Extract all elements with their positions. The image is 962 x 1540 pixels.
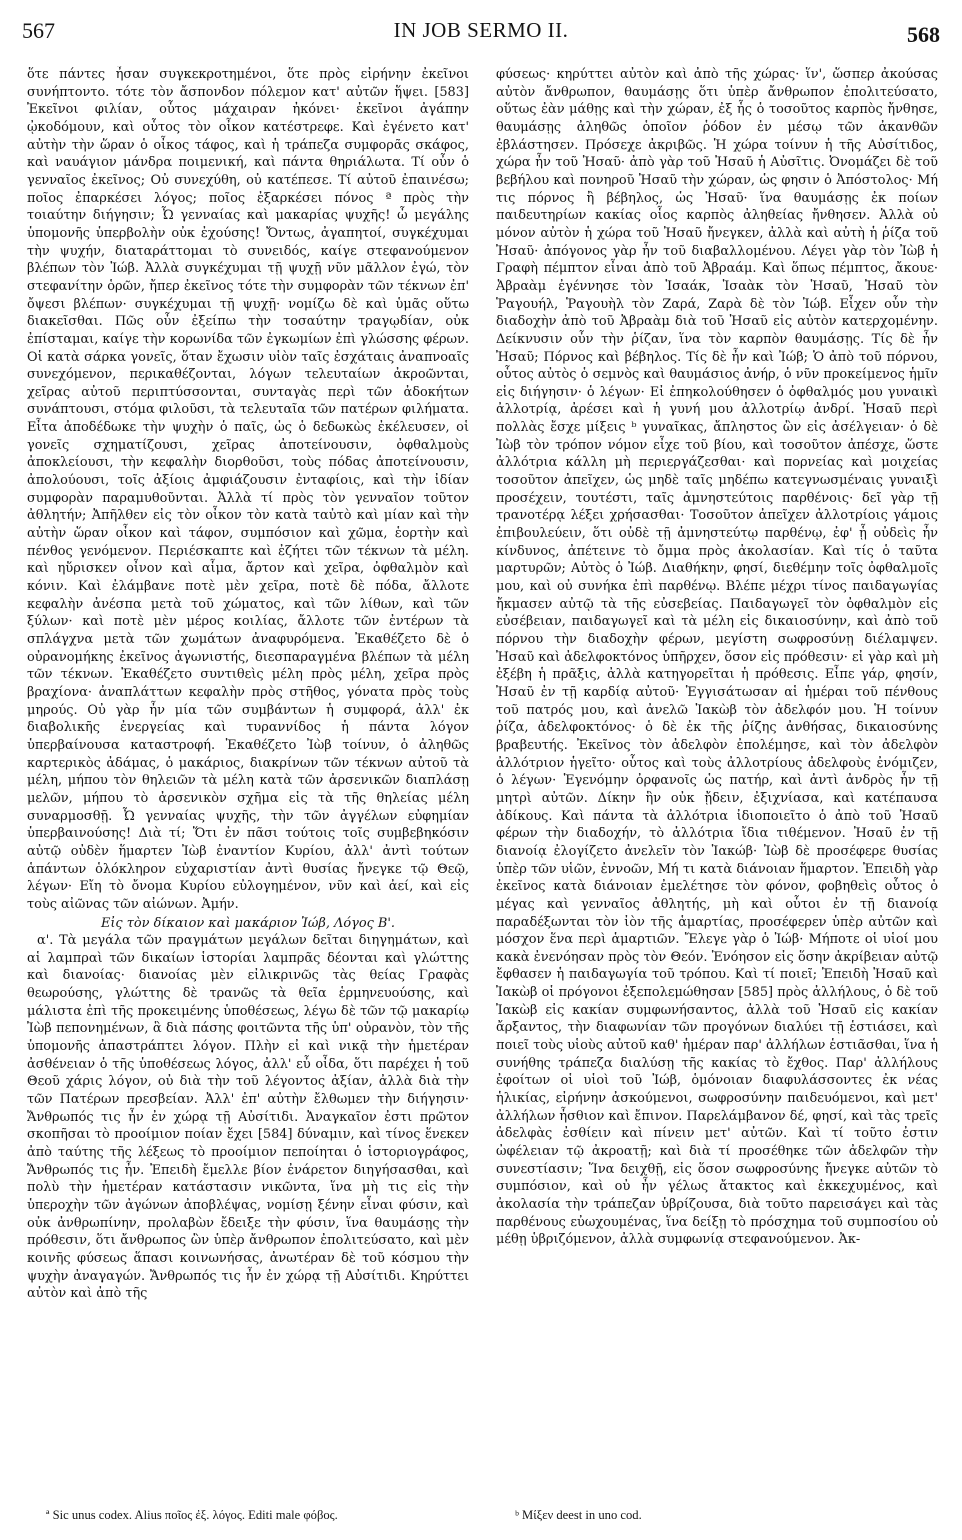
right-column	[496, 66, 938, 1506]
running-header	[22, 18, 940, 52]
running-title: IN JOB SERMO II.	[393, 18, 569, 42]
left-paragraph-1: ὅτε πάντες ἦσαν συγκεκροτημένοι, ὅτε πρὸς εἰρήνην ἐκεῖνοι συνήπτοντο. τότε τὸν ἄσπονδον πόλεμον κατ' αὐτῶν ἥψει. [583] Ἐκεῖνοι φιλίαν, οὗτος μάχαιραν ἠκόνει· ἐκεῖνοι ἀγάπην ᾠκοδόμουν, καὶ οὗτος τὸν οἶκον κατέστρεφε. Καὶ ἐγένετο κατ' αὐτὴν τὴν ὥραν ὁ οἶκος τάφος, καὶ ἡ τράπεζα συμφορᾶς σκάφος, καὶ ναυάγιον μάνδρα ποιμενική, καὶ πάντα θηριάλωτα. Τί οὖν ὁ γενναῖος ἐκεῖνος; Οὐ συνεχύθη, οὐ κατέπεσε. Τί αὐτοῦ ἐπαινέσω; ποῖος ἐπαρκέσει λόγος; ποῖος ἐξαρκέσει πόνος ª πρὸς τὴν τοιαύτην διήγησιν; Ὦ γενναίας καὶ μακαρίας ψυχῆς! ὦ μεγάλης ὑπομονῆς ὑπερβολὴν οὐκ ἐχούσης! Ὄντως, ἀγαπητοί, συγκέχυμαι τὴν ψυχήν, διαταράττομαι τὸ συνειδός, καίγε στεφανούμενον βλέπων τὸν Ἰώβ. Ἀλλὰ συγκέχυμαι τῇ ψυχῇ νῦν μᾶλλον ἐγώ, τὸν στεφανίτην ὁρῶν, ἤπερ ἐκεῖνος τότε τὴν συμφορὰν τῶν τέκνων ἐπ' ὄψεσι βλέπων· συγκέχυμαι τῇ ψυχῇ· νομίζω δὲ καὶ ὑμᾶς οὕτω διακεῖσθαι. Πῶς οὖν ἐξείπω τὴν τοσαύτην τραγῳδίαν, οὐκ ἐπίσταμαι, καίγε τὴν κορωνίδα τῶν ἐγκωμίων ἐπὶ γλώσσης φέρων. Οἱ κατὰ σάρκα γονεῖς, ὅταν ἔχωσιν υἱὸν ταῖς ἐσχάταις ἀναπνοαῖς συνεχόμενον, περικαθέζονται, λόγων τελευταίων ἀκροῶνται, χεῖρας αὐτοῦ περιπτύσσονται, συνταγὰς περὶ τῶν ἀδοκήτων συνάπτουσι, στόμα φιλοῦσι, τὰ τελευταῖα τῶν πατέρων φιλήματα. Εἶτα ἀποδέδωκε τὴν ψυχὴν ὁ παῖς, ὡς ὁ δεδωκὼς ἐκέλευσεν, οἱ γονεῖς σχηματίζουσι, χεῖρας ἀποτείνουσιν, ὀφθαλμοὺς ἀποκλείουσι, τὴν κεφαλὴν διορθοῦσι, τοὺς πόδας ἀποτείνουσιν, ἀπολούουσι, τοῖς ἀξίοις ἀμφιάζουσιν ἐνταφίοις, καὶ τὴν ἰδίαν συμφορὰν παραμυθοῦνται. Ἀλλὰ τί πρὸς τὸν γενναῖον τοῦτον ἀθλητήν; Ἀπῆλθεν εἰς τὸν οἶκον τὸν κατὰ ταὐτὸ καὶ μίαν καὶ τὴν αὐτὴν ὥραν οἶκον καὶ τάφον, συμπόσιον καὶ χῶμα, ἑορτὴν καὶ πένθος γενόμενον. Περιέσκαπτε καὶ ἐζήτει τῶν τέκνων τὰ μέλη. καὶ ηὕρισκεν οἶνον καὶ αἷμα, ἄρτον καὶ χεῖρα, ὀφθαλμὸν καὶ κόνιν. Καὶ ἐλάμβανε ποτὲ μὲν χεῖρα, ποτὲ δὲ πόδα, ἄλλοτε κεφαλὴν ἀνέσπα μετὰ τοῦ χώματος, καὶ τῶν λίθων, καὶ τῶν ξύλων· καὶ ποτὲ μὲν μέρος κοιλίας, ἄλλοτε τῶν ἐντέρων τὰ σπλάγχνα μετὰ τῶν χωμάτων ἀναφυρόμενα. Ἐκαθέζετο δὲ ὁ οὐρανομήκης ἐκεῖνος ἀγωνιστής, διεσπαραγμένα βλέπων τὰ μέλη τῶν τέκνων. Ἐκαθέζετο συντιθεὶς μέλη πρὸς μέλη, χεῖρα πρὸς βραχίονα· ἀναπλάττων κεφαλὴν πρὸς στῆθος, γόνατα πρὸς τοὺς μηρούς. Οὐ γὰρ ἦν μία τῶν συμβάντων ἡ συμφορά, ἀλλ' ἐκ διαβολικῆς ἐνεργείας καὶ τυραννίδος ἡ πάντα λόγον ὑπερβαίνουσα καταστροφή. Ἐκαθέζετο Ἰὼβ τοίνυν, ὁ ἀληθῶς καρτερικὸς ἀδάμας, ὁ μακάριος, διακρίνων τῶν τέκνων αὐτοῦ τὰ μέλη, μήπου τὸν θηλειῶν τὰ μέλη κατὰ τῶν ἀρσενικῶν διαπλάσῃ μελῶν, μήπου τὸ ἀρσενικὸν σχῆμα εἰς τὰ τῆς θηλείας μέλη συναρμοσθῇ. Ὦ γενναίας ψυχῆς, τὴν τῶν ἀγγέλων εὐφημίαν ὑπερβαινούσης! Διὰ τί; Ὅτι ἐν πᾶσι τούτοις τοῖς συμβεβηκόσιν αὐτῷ οὐδὲν ἥμαρτεν Ἰὼβ ἐναντίον Κυρίου, ἀλλ' ἀντὶ τούτων ἁπάντων ὁλόκληρον εὐχαριστίαν ἀντὶ θυσίας ἤνεγκε τῷ Θεῷ, λέγων· Εἴη τὸ ὄνομα Κυρίου εὐλογημένον, νῦν καὶ ἀεί, καὶ εἰς τοὺς αἰῶνας τῶν αἰώνων. Ἀμήν.	[27, 67, 469, 912]
footnote-right: ᵇ Μίξεν deest in uno cod.	[515, 1508, 642, 1522]
section-title: Εἰς τὸν δίκαιον καὶ μακάριον Ἰώβ, Λόγος Β'.	[100, 915, 396, 931]
footnote-left: ª Sic unus codex. Alius ποῖος ἐξ. λόγος. Editi male φόβος.	[46, 1508, 338, 1522]
right-paragraph-1: φύσεως· κηρύττει αὐτὸν καὶ ἀπὸ τῆς χώρας· ἵν', ὥσπερ ἀκούσας αὐτὸν ἄνθρωπον, θαυμάσῃς ὅτι ὑπὲρ ἄνθρωπον ἐπολιτεύσατο, οὕτως ἐὰν μάθῃς καὶ τὴν χώραν, ἐξ ἧς ὁ τοσοῦτος καρπὸς ἤνθησε, θαυμάσῃς ἀληθῶς ὁποῖον ῥόδον ἐν μέσῳ τῶν ἀκανθῶν ἐβλάστησεν. Πρόσεχε ἀκριβῶς. Ἡ χώρα τοίνυν ἡ τῆς Αὐσίτιδος, χώρα ἦν τοῦ Ἠσαῦ· ἀπὸ γὰρ τοῦ Ἠσαῦ ἡ Αὐσῖτις. Ὀνομάζει δὲ τοῦ βεβήλου καὶ πονηροῦ Ἠσαῦ τὴν χώραν, ὡς φησιν ὁ Ἀπόστολος· Μή τις πόρνος ἢ βέβηλος, ὡς Ἠσαῦ· ἵνα θαυμάσῃς ἐκ ποίων παιδευτηρίων κακίας οἷος καρπὸς ἀληθείας ἤνθησεν. Ἀλλὰ οὐ μόνον αὐτὸν ἡ χώρα τοῦ Ἠσαῦ ἤνεγκεν, ἀλλὰ καὶ αὐτὴ ἡ ῥίζα τοῦ Ἠσαῦ· ἀπόγονος γὰρ ἦν τοῦ διαβαλλομένου. Λέγει γὰρ τὸν Ἰὼβ ἡ Γραφὴ πέμπτον εἶναι ἀπὸ τοῦ Ἀβραάμ. Καὶ ὅπως πέμπτος, ἄκουε· Ἀβραὰμ ἐγέννησε τὸν Ἰσαάκ, Ἰσαὰκ τὸν Ἠσαῦ, Ἠσαῦ τὸν Ῥαγουήλ, Ῥαγουὴλ τὸν Ζαρά, Ζαρὰ δὲ τὸν Ἰώβ. Εἶχεν οὖν τὴν διαδοχὴν ἀπὸ τοῦ Ἀβραὰμ διὰ τοῦ Ἠσαῦ εἰς αὐτὸν κατερχομένην. Δείκνυσιν οὖν τὴν ῥίζαν, ἵνα τὸν καρπὸν θαυμάσῃς. Τίς δὲ ἦν Ἠσαῦ; Πόρνος καὶ βέβηλος. Τίς δὲ ἦν καὶ Ἰώβ; Ὁ ἀπὸ τοῦ πόρνου, οὗτος αὐτὸς ὁ σεμνὸς καὶ θαυμάσιος ἀνήρ, ὁ νῦν προκείμενος ἡμῖν εἰς διήγησιν· ὁ λέγων· Εἰ ἐπηκολούθησεν ὁ ὀφθαλμός μου γυναικὶ ἀλλοτρίᾳ, ἀρέσει καὶ ἡ γυνή μου ἀλλοτρίῳ ἀνδρί. Ἠσαῦ περὶ πολλὰς ἔσχε μίξεις ᵇ γυναῖκας, ἄπληστος ὢν εἰς ἀσέλγειαν· ὁ δὲ Ἰὼβ τὸν τρόπον νόμον εἶχε τοῦ βίου, καὶ τοσοῦτον ἀπέσχε, ὥστε ἀλλότρια κάλλη μὴ περιεργάζεσθαι· καὶ πορνείας καὶ μοιχείας τοσοῦτον ἀπεῖχεν, ὡς μηδὲ ταῖς μηδέπω κατεγνωσμέναις γυναιξὶ προσέχειν, τουτέστι, ταῖς ἀμνηστεύτοις παρθένοις· δεῖ γὰρ τῇ τρανοτέρᾳ λέξει χρήσασθαι· Τοσοῦτον ἀπεῖχεν ἀλλοτρίοις γάμοις ἐπιβουλεύειν, ὅτι οὐδὲ τῇ ἀμνηστεύτῳ παρθένῳ, ἐφ' ᾗ οὐδεὶς ἦν κίνδυνος, ἀπέτεινε τὸ ὄμμα πρὸς ἀκολασίαν. Καὶ τίς ὁ ταῦτα μαρτυρῶν; Αὐτὸς ὁ Ἰώβ. Διαθήκην, φησί, διεθέμην τοῖς ὀφθαλμοῖς μου, καὶ οὐ συνήκα ἐπὶ παρθένῳ. Βλέπε μέχρι τίνος παιδαγωγίας ἤκμασεν αὐτῷ τὰ τῆς εὐσεβείας. Παιδαγωγεῖ τὸν ὀφθαλμὸν εἰς εὐσέβειαν, παιδαγωγεῖ καὶ τὰ μέλη εἰς δικαιοσύνην, καὶ ἀπὸ τοῦ πόρνου τὴν διαδοχὴν φέρων, μεγίστη σωφροσύνῃ διέλαμψεν. Ἠσαῦ καὶ ἀδελφοκτόνος ὑπῆρχεν, ὅσον εἰς πρόθεσιν· εἰ γὰρ καὶ μὴ ἐξέβη ἡ πρᾶξις, ἀλλὰ κατηγορεῖται ἡ πρόθεσις. Εἶπε γάρ, φησίν, Ἠσαῦ ἐν τῇ καρδίᾳ αὐτοῦ· Ἐγγισάτωσαν αἱ ἡμέραι τοῦ πένθους τοῦ πατρός μου, καὶ ἀνελῶ Ἰακὼβ τὸν ἀδελφόν μου. Ἡ τοίνυν ῥίζα, ἀδελφοκτόνος· ὁ δὲ ἐκ τῆς ῥίζης ἀνθήσας, δικαιοσύνης βραβευτής. Ἐκεῖνος τὸν ἀδελφὸν ἐπολέμησε, καὶ τὸν ἀδελφὸν ἀλλότριον ἡγεῖτο· οὗτος καὶ τοὺς ἀλλοτρίους ἀδελφοὺς ἐνόμιζεν, ὁ λέγων· Ἐγενόμην ὀρφανοῖς ὡς πατήρ, καὶ ἀντὶ ἀνδρὸς ἦν τῇ μητρὶ αὐτῶν. Δίκην ἣν οὐκ ᾔδειν, ἐξιχνίασα, καὶ κατέπαυσα ἀδίκους. Καὶ πάντα τὰ ἀλλότρια ἰδιοποιεῖτο ὁ ἀπὸ τοῦ Ἠσαῦ φέρων τὴν διαδοχήν, τὸ ἀλλότρια ἴδια τιθέμενον. Ἠσαῦ ἐν τῇ διανοίᾳ ἐλογίζετο ἀνελεῖν τὸν Ἰακώβ· Ἰὼβ δὲ προσέφερε θυσίας ὑπὲρ τῶν υἱῶν, ἐννοῶν, Μή τι κατὰ διάνοιαν ἥμαρτον. Ἐπειδὴ γὰρ ἐκεῖνος κατὰ διάνοιαν ἐμελέτησε τὸν φόνον, φοβηθεὶς οὗτος ὁ μέγας καὶ γενναῖος ἀθλητής, μὴ καὶ οὗτοι ἐν τῇ διανοίᾳ παραδέξωνται τὸν ἰὸν τῆς ἁμαρτίας, προσέφερεν ὑπὲρ αὐτῶν καὶ μόσχον ἕνα περὶ ἁμαρτιῶν. Ἔλεγε γὰρ ὁ Ἰώβ· Μήποτε οἱ υἱοί μου κακὰ ἐνενόησαν πρὸς τὸν Θεόν. Ἐνόησον εἰς ὅσην ἀκρίβειαν αὐτῷ ἔφθασεν ἡ παιδαγωγία τοῦ τρόπου. Καὶ τί ποιεῖ; Ἐπειδὴ Ἠσαῦ καὶ Ἰακὼβ οἱ πρόγονοι ἐξεπολεμώθησαν [585] πρὸς ἀλλήλους, ὁ δὲ τοῦ Ἰακὼβ εἰς κακίαν συμφωνήσαντος, ἀλλὰ τοῦ Ἠσαῦ εἰς κακίαν ἄρξαντος, τὴν διαφωνίαν τῶν προγόνων διαλύει τῇ ἑστιάσει, καὶ ποιεῖ τοὺς υἱοὺς αὐτοῦ καθ' ἡμέραν παρ' ἀλλήλων ἑστιᾶσθαι, ἵνα ἡ συνήθης τράπεζα διαλύσῃ τῆς κακίας τὸ ἔχθος. Παρ' ἀλλήλους ἐφοίτων οἱ υἱοὶ τοῦ Ἰώβ, ὁμόνοιαν διαφυλάσσοντες ἐκ νέας ἡλικίας, εἰρήνην ἀσκούμενοι, σωφροσύνην παιδευόμενοι, καὶ μετ' ἀλλήλων ἦσθιον καὶ ἔπινον. Παρελάμβανον δέ, φησί, καὶ τὰς τρεῖς ἀδελφὰς ἐσθίειν καὶ πίνειν μετ' αὐτῶν. Καὶ τί τοῦτο ἐστιν ὠφέλειαν τῷ ἀκροατῇ; καὶ διὰ τί προσέθηκε τῶν ἀδελφῶν τὴν συνεστίασιν; Ἵνα δειχθῇ, εἰς ὅσον σωφροσύνης ἤνεγκε αὐτῶν τὸ συμπόσιον, καὶ οὐ ἦν γέλως ἄτακτος καὶ ἐκκεχυμένος, καὶ ἀκολασία τὴν τράπεζαν ὑβρίζουσα, διὰ τοῦτο παρεισάγει καὶ τὰς παρθένους εὐωχουμένας, ἵνα δείξῃ τὸ πρόσχημα τοῦ συμποσίου οὐ μέθῃ ὑβριζόμενον, ἀλλὰ συμφωνίᾳ στεφανούμενον. Ἀκ-	[496, 67, 938, 1248]
page-number-left: 567	[22, 18, 55, 43]
page-number-right: 568	[907, 22, 940, 47]
left-column	[27, 66, 469, 1506]
left-paragraph-2: α'. Τὰ μεγάλα τῶν πραγμάτων μεγάλων δεῖται διηγημάτων, καὶ αἱ λαμπραὶ τῶν δικαίων ἱστορίαι λαμπρᾶς δέονται καὶ γλώττης καὶ διανοίας· διανοίας μὲν εἰλικρινῶς τὰς θείας Γραφὰς θεωρούσης, γλώττης δὲ τρανῶς τὰ θεῖα ἑρμηνευούσης, καὶ μάλιστα ἐπὶ τῆς προκειμένης ὑποθέσεως, λέγω δὲ τῶν τῷ μακαρίῳ Ἰὼβ πεπονημένων, ἃ διὰ πάσης φοιτῶντα τῆς ὑπ' οὐρανὸν, τὸν τῆς ὑπομονῆς ἀπαστράπτει λόγον. Πλὴν εἰ καὶ νικᾷ τὴν ἡμετέραν ἀσθένειαν ὁ τῆς ὑποθέσεως λόγος, ἀλλ' εὖ οἶδα, ὅτι παρέχει ἡ τοῦ Θεοῦ χάρις λόγον, οὐ διὰ τὴν τοῦ λέγοντος ἀξίαν, ἀλλὰ διὰ τὴν τῶν Πατέρων πρεσβείαν. Ἀλλ' ἐπ' αὐτὴν ἔλθωμεν τὴν διήγησιν· Ἄνθρωπός τις ἦν ἐν χώρᾳ τῇ Αὐσίτιδι. Ἀναγκαῖον ἐστι πρῶτον σκοπῆσαι τὸ προοίμιον ποίαν ἔχει [584] δύναμιν, καὶ τίνος ἕνεκεν ἀπὸ ταύτης τῆς λέξεως τὸ προοίμιον πεποίηται ὁ ἱστοριογράφος, Ἄνθρωπός τις ἦν. Ἐπειδὴ ἔμελλε βίον ἐνάρετον διηγήσασθαι, καὶ πολὺ τὴν ἡμετέραν κατάστασιν νικῶντα, ἵνα μὴ τις εἰς τὴν ὑπεροχὴν τῶν ἀγώνων ἀποβλέψας, νομίσῃ ξένην εἶναι φύσιν, καὶ οὐκ ἀνθρωπίνην, προλαβὼν ἔδειξε τὴν φύσιν, ἵνα θαυμάσῃς τὴν πρόθεσιν, ὅτι ἄνθρωπος ὢν ὑπὲρ ἄνθρωπον ἐπολιτεύσατο, καὶ μὲν κοινῆς φύσεως ἅπασι κοινωνήσας, ἀνωτέραν δὲ τοῦ κόσμου τὴν ψυχὴν ἀναγαγών. Ἄνθρωπός τις ἦν ἐν χώρᾳ τῇ Αὐσίτιδι. Κηρύττει αὐτὸν καὶ ἀπὸ τῆς	[27, 933, 469, 1302]
